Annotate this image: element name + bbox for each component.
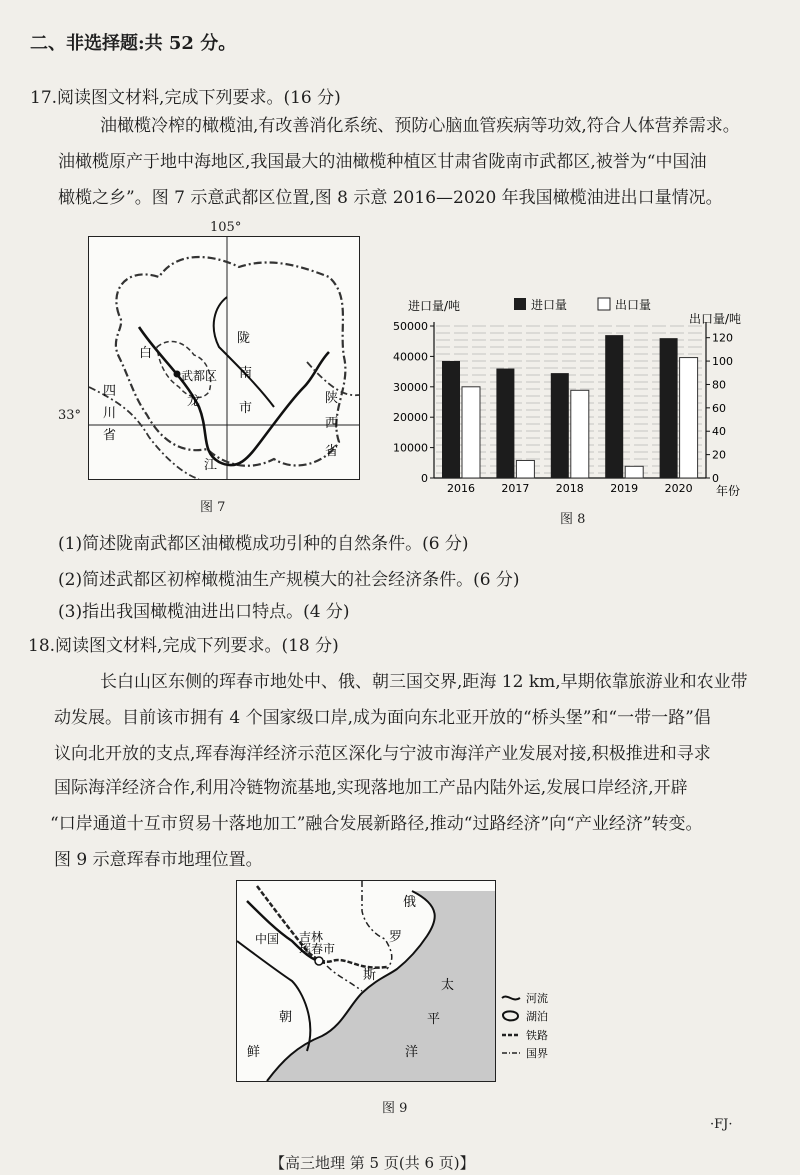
q17-para-line-1: 油橄榄冷榨的橄榄油,有改善消化系统、预防心脑血管疾病等功效,符合人体营养需求。 bbox=[100, 116, 740, 136]
left-tick-label: 30000 bbox=[393, 380, 428, 394]
left-tick-label: 40000 bbox=[393, 350, 428, 364]
label-long2: 陇 bbox=[237, 331, 251, 346]
fig7-caption: 图 7 bbox=[200, 500, 226, 515]
label-si: 斯 bbox=[363, 968, 377, 983]
legend-lake-label: 湖泊 bbox=[526, 1010, 548, 1023]
hunchun-location-map bbox=[237, 881, 495, 1081]
label-chuan: 川 bbox=[103, 406, 117, 421]
q18-title: 18.阅读图文材料,完成下列要求。(18 分) bbox=[28, 636, 339, 656]
q18-para-line-1: 长白山区东侧的珲春市地处中、俄、朝三国交界,距海 12 km,早期依靠旅游业和农业带 bbox=[100, 672, 748, 692]
label-chao: 朝 bbox=[279, 1010, 293, 1025]
q17-title: 17.阅读图文材料,完成下列要求。(16 分) bbox=[30, 88, 341, 108]
x-tick-label: 2020 bbox=[664, 482, 693, 495]
label-xi: 西 bbox=[325, 416, 339, 431]
q17-para-line-2: 油橄榄原产于地中海地区,我国最大的油橄榄种植区甘肃省陇南市武都区,被誉为“中国油 bbox=[58, 152, 707, 172]
label-tai: 太 bbox=[441, 978, 455, 993]
label-wudu: 武都区 bbox=[181, 369, 218, 383]
q18-para-line-6: 图 9 示意珲春市地理位置。 bbox=[54, 850, 263, 870]
bar-import bbox=[605, 335, 623, 478]
right-tick-label: 0 bbox=[712, 472, 719, 485]
q18-para-line-4: 国际海洋经济合作,利用冷链物流基地,实现落地加工产品内陆外运,发展口岸经济,开辟 bbox=[54, 778, 688, 798]
label-si: 四 bbox=[103, 384, 117, 399]
x-tick-label: 2019 bbox=[610, 482, 639, 495]
label-jilin: 吉林 bbox=[299, 930, 324, 944]
fig7-lon-label: 105° bbox=[210, 220, 242, 235]
bar-import bbox=[660, 338, 678, 478]
bar-export bbox=[680, 358, 698, 478]
right-tick-label: 60 bbox=[712, 401, 726, 415]
label-bai: 白 bbox=[139, 346, 153, 361]
figure-9-map bbox=[236, 880, 496, 1082]
legend-border-label: 国界 bbox=[526, 1047, 548, 1060]
label-yang: 洋 bbox=[405, 1045, 419, 1060]
label-long: 龙 bbox=[187, 394, 201, 409]
x-tick-label: 2017 bbox=[501, 482, 530, 495]
bailong-river bbox=[139, 327, 329, 465]
legend-export-swatch bbox=[598, 298, 610, 310]
q17-question-2: (2)简述武都区初榨橄榄油生产规模大的社会经济条件。(6 分) bbox=[58, 570, 520, 590]
tributary-river bbox=[214, 297, 274, 407]
label-xian: 鲜 bbox=[247, 1045, 261, 1060]
legend-railway-label: 铁路 bbox=[526, 1029, 548, 1042]
q18-para-line-3: 议向北开放的支点,珲春海洋经济示范区深化与宁波市海洋产业发展对接,积极推进和寻求 bbox=[54, 744, 711, 764]
olive-oil-trade-chart bbox=[386, 292, 786, 522]
figure-7-map bbox=[88, 236, 360, 480]
bar-export bbox=[462, 387, 480, 478]
label-ping: 平 bbox=[427, 1012, 441, 1027]
bar-import bbox=[551, 373, 569, 478]
left-axis-title: 进口量/吨 bbox=[408, 299, 461, 313]
legend-export-label: 出口量 bbox=[615, 298, 652, 312]
page-footer: 【高三地理 第 5 页(共 6 页)】 bbox=[270, 1154, 475, 1172]
river-2 bbox=[237, 941, 310, 1051]
legend-lake-symbol bbox=[503, 1011, 518, 1020]
q17-question-3: (3)指出我国橄榄油进出口特点。(4 分) bbox=[58, 602, 350, 622]
x-tick-label: 2018 bbox=[555, 482, 584, 495]
longnan-boundary bbox=[116, 257, 346, 466]
fig9-legend-svg bbox=[500, 990, 570, 1070]
label-jiang: 江 bbox=[204, 458, 218, 473]
label-hunchun: 珲春市 bbox=[299, 942, 336, 956]
label-nan: 南 bbox=[239, 366, 253, 381]
right-axis-title: 出口量/吨 bbox=[689, 312, 742, 326]
left-tick-label: 20000 bbox=[393, 411, 428, 425]
q18-para-line-5: “口岸通道十互市贸易十落地加工”融合发展新路径,推动“过路经济”向“产业经济”转变。 bbox=[50, 814, 703, 834]
label-zhongguo: 中国 bbox=[255, 932, 280, 946]
legend-import-label: 进口量 bbox=[531, 298, 568, 312]
section-heading: 二、非选择题:共 52 分。 bbox=[30, 33, 237, 54]
label-sheng2: 省 bbox=[325, 444, 339, 459]
fig8-caption: 图 8 bbox=[560, 512, 586, 527]
label-sheng1: 省 bbox=[103, 428, 117, 443]
legend-import-swatch bbox=[514, 298, 526, 310]
pacific-sea bbox=[267, 891, 495, 1081]
bar-export bbox=[516, 460, 534, 478]
border-china-korea bbox=[327, 966, 362, 991]
q18-para-line-2: 动发展。目前该市拥有 4 个国家级口岸,成为面向东北亚开放的“桥头堡”和“一带一路”倡 bbox=[54, 708, 711, 728]
figure-8-chart bbox=[386, 292, 786, 522]
right-tick-label: 40 bbox=[712, 425, 726, 439]
bar-export bbox=[625, 466, 643, 478]
right-tick-label: 100 bbox=[712, 355, 733, 369]
label-shan: 陕 bbox=[325, 391, 339, 406]
label-e: 俄 bbox=[403, 895, 417, 910]
corner-mark: ·FJ· bbox=[710, 1117, 733, 1132]
wudu-point bbox=[174, 371, 181, 378]
bar-import bbox=[496, 369, 514, 478]
border-china-russia bbox=[362, 881, 392, 969]
fig9-legend bbox=[500, 990, 570, 1070]
x-unit-label: 年份 bbox=[716, 484, 741, 498]
hunchun-point bbox=[315, 957, 323, 965]
right-tick-label: 120 bbox=[712, 331, 733, 345]
wudu-location-map bbox=[89, 237, 359, 479]
bar-import bbox=[442, 361, 460, 478]
right-tick-label: 20 bbox=[712, 448, 726, 462]
label-shi: 市 bbox=[239, 401, 253, 416]
left-tick-label: 50000 bbox=[393, 320, 428, 333]
x-tick-label: 2016 bbox=[447, 482, 475, 495]
fig7-lat-label: 33° bbox=[58, 408, 82, 423]
legend-river-label: 河流 bbox=[526, 992, 548, 1005]
label-luo: 罗 bbox=[389, 930, 403, 945]
right-tick-label: 80 bbox=[712, 378, 726, 392]
q17-question-1: (1)简述陇南武都区油橄榄成功引种的自然条件。(6 分) bbox=[58, 534, 469, 554]
q17-para-line-3: 橄榄之乡”。图 7 示意武都区位置,图 8 示意 2016—2020 年我国橄榄油进出口量情况。 bbox=[58, 188, 723, 208]
left-tick-label: 0 bbox=[421, 472, 428, 485]
left-tick-label: 10000 bbox=[393, 441, 428, 455]
bar-export bbox=[571, 390, 589, 478]
legend-river-symbol bbox=[502, 997, 520, 1000]
fig9-caption: 图 9 bbox=[382, 1101, 408, 1116]
